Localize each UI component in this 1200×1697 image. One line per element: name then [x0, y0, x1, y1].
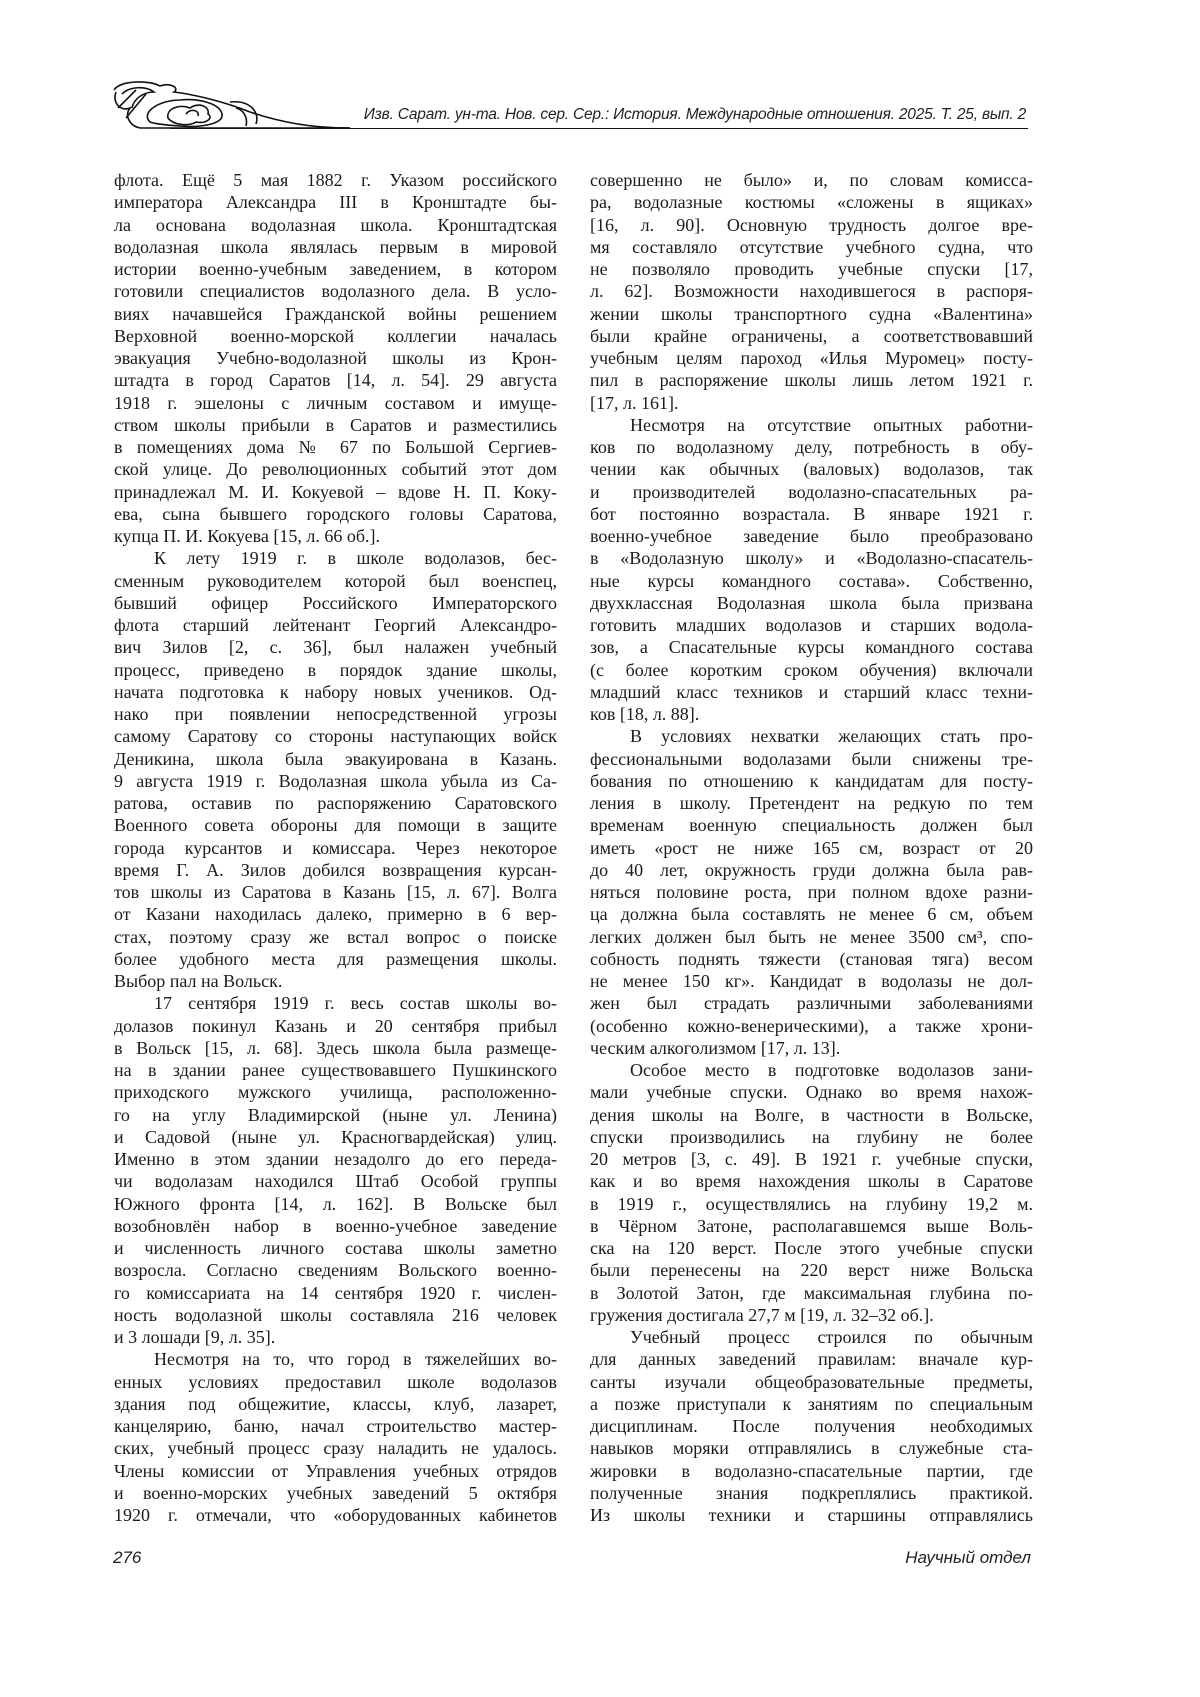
text-line: младший класс техников и старший класс техни- — [590, 681, 1033, 703]
text-line: и 3 лошади [9, л. 35]. — [114, 1326, 557, 1348]
text-line: виях начавшейся Гражданской войны решением — [114, 303, 557, 325]
text-line: и Садовой (ныне ул. Красногвардейская) улиц. — [114, 1126, 557, 1148]
text-line: время Г. А. Зилов добился возвращения курсан- — [114, 859, 557, 881]
text-line: К лету 1919 г. в школе водолазов, бес- — [114, 547, 557, 569]
text-line: ских, учебный процесс сразу наладить не удалось. — [114, 1437, 557, 1459]
running-header — [110, 78, 1028, 132]
text-line: не позволяло проводить учебные спуски [17, — [590, 258, 1033, 280]
header-rule — [170, 128, 1028, 129]
text-line: 20 метров [3, с. 49]. В 1921 г. учебные спуски, — [590, 1148, 1033, 1170]
text-line: жен был страдать различными заболеваниями — [590, 992, 1033, 1014]
text-line: для данных заведений правилам: вначале кур- — [590, 1348, 1033, 1370]
text-line: 1918 г. эшелоны с личным составом и имуще- — [114, 392, 557, 414]
text-line: [16, л. 90]. Основную трудность долгое вре- — [590, 214, 1033, 236]
text-line: [17, л. 161]. — [590, 392, 1033, 414]
text-line: навыков моряки отправлялись в служебные ста- — [590, 1437, 1033, 1459]
text-line: Верховной военно-морской коллегии началась — [114, 325, 557, 347]
text-line: учебным целям пароход «Илья Муромец» посту- — [590, 347, 1033, 369]
text-line: иметь «рост не ниже 165 см, возраст от 20 — [590, 837, 1033, 859]
paragraph — [114, 169, 557, 547]
text-line: и военно-морских учебных заведений 5 октября — [114, 1482, 557, 1504]
text-line: начата подготовка к набору новых учеников. Од- — [114, 681, 557, 703]
text-line: Особое место в подготовке водолазов зани- — [590, 1059, 1033, 1081]
text-line: полученные знания подкреплялись практикой. — [590, 1482, 1033, 1504]
text-line: ска на 120 верст. После этого учебные спуски — [590, 1237, 1033, 1259]
text-line: няться половине роста, при полном вдохе разни- — [590, 881, 1033, 903]
text-line: до 40 лет, окружность груди должна была рав- — [590, 859, 1033, 881]
text-line: истории военно-учебным заведением, в котором — [114, 258, 557, 280]
text-line: ратова, оставив по распоряжению Саратовского — [114, 792, 557, 814]
text-line: спуски производились на глубину не более — [590, 1126, 1033, 1148]
text-line: флота. Ещё 5 мая 1882 г. Указом российского — [114, 169, 557, 191]
text-line: жировки в водолазно-спасательные партии, где — [590, 1460, 1033, 1482]
text-line: мали учебные спуски. Однако во время нахож- — [590, 1081, 1033, 1103]
text-line: л. 62]. Возможности находившегося в распоря- — [590, 280, 1033, 302]
text-line: возобновлён набор в военно-учебное заведение — [114, 1215, 557, 1237]
text-line: ления в школу. Претендент на редкую по тем — [590, 792, 1033, 814]
text-line: в Вольск [15, л. 68]. Здесь школа была размеще- — [114, 1037, 557, 1059]
text-line: как и во время нахождения школы в Саратове — [590, 1170, 1033, 1192]
text-line: в Чёрном Затоне, располагавшемся выше Воль- — [590, 1215, 1033, 1237]
paragraph — [114, 547, 557, 992]
text-line: Из школы техники и старшины отправлялись — [590, 1504, 1033, 1526]
text-line: купца П. И. Кокуева [15, л. 66 об.]. — [114, 525, 557, 547]
text-line: ева, сына бывшего городского головы Саратова, — [114, 503, 557, 525]
text-line: флота старший лейтенант Георгий Александро- — [114, 614, 557, 636]
text-line: ской улице. До революционных событий этот дом — [114, 458, 557, 480]
text-line: жении школы транспортного судна «Валентина» — [590, 303, 1033, 325]
text-line: в помещениях дома № 67 по Большой Сергиев- — [114, 436, 557, 458]
paragraph — [590, 169, 1033, 414]
text-line: пил в распоряжение школы лишь летом 1921 г. — [590, 369, 1033, 391]
text-line: Деникина, школа была эвакуирована в Казань. — [114, 748, 557, 770]
text-line: временам военную специальность должен был — [590, 814, 1033, 836]
text-line: Военного совета обороны для помощи в защите — [114, 814, 557, 836]
text-line: процесс, приведено в порядок здание школы, — [114, 659, 557, 681]
text-line: ность водолазной школы составляла 216 человек — [114, 1304, 557, 1326]
text-line: ческим алкоголизмом [17, л. 13]. — [590, 1037, 1033, 1059]
text-line: 1920 г. отмечали, что «оборудованных кабинетов — [114, 1504, 557, 1526]
text-line: енных условиях предоставил школе водолазов — [114, 1371, 557, 1393]
text-line: Учебный процесс строился по обычным — [590, 1326, 1033, 1348]
text-line: дисциплинам. После получения необходимых — [590, 1415, 1033, 1437]
text-line: города курсантов и комиссара. Через некоторое — [114, 837, 557, 859]
text-line: совершенно не было» и, по словам комисса- — [590, 169, 1033, 191]
text-line: Выбор пал на Вольск. — [114, 970, 557, 992]
text-line: готовить младших водолазов и старших водола- — [590, 614, 1033, 636]
text-line: были перенесены на 220 верст ниже Вольска — [590, 1259, 1033, 1281]
text-line: от Казани находилась далеко, примерно в 6 вер- — [114, 903, 557, 925]
text-line: на в здании ранее существовавшего Пушкинского — [114, 1059, 557, 1081]
paragraph — [590, 1059, 1033, 1326]
paragraph — [590, 1326, 1033, 1526]
paragraph — [114, 992, 557, 1348]
text-line: 9 августа 1919 г. Водолазная школа убыла из Са- — [114, 770, 557, 792]
text-line: нако при появлении непосредственной угрозы — [114, 703, 557, 725]
text-line: ков по водолазному делу, потребность в обу- — [590, 436, 1033, 458]
text-line: гружения достигала 27,7 м [19, л. 32–32 об.]. — [590, 1304, 1033, 1326]
text-line: в Золотой Затон, где максимальная глубина по- — [590, 1282, 1033, 1304]
text-line: самому Саратову со стороны наступающих войск — [114, 725, 557, 747]
text-line: готовили специалистов водолазного дела. В усло- — [114, 280, 557, 302]
text-line: легких должен был быть не менее 3500 см³, спо- — [590, 926, 1033, 948]
text-line: бывший офицер Российского Императорского — [114, 592, 557, 614]
paragraph — [590, 725, 1033, 1059]
text-line: двухклассная Водолазная школа была призвана — [590, 592, 1033, 614]
text-line: (с более коротким сроком обучения) включали — [590, 659, 1033, 681]
text-line: Именно в этом здании незадолго до его переда- — [114, 1148, 557, 1170]
ornament-logo-icon — [110, 78, 350, 132]
text-line: принадлежал М. И. Кокуевой – вдове Н. П. Коку- — [114, 481, 557, 503]
text-line: императора Александра III в Кронштадте бы- — [114, 191, 557, 213]
text-line: Южного фронта [14, л. 162]. В Вольске был — [114, 1193, 557, 1215]
text-line: в «Водолазную школу» и «Водолазно-спасатель- — [590, 547, 1033, 569]
text-line: в 1919 г., осуществлялись на глубину 19,2 м. — [590, 1193, 1033, 1215]
text-line: зов, а Спасательные курсы командного состава — [590, 636, 1033, 658]
paragraph — [114, 1348, 557, 1526]
text-line: мя составляло отсутствие учебного судна, что — [590, 236, 1033, 258]
text-line: бования по отношению к кандидатам для посту- — [590, 770, 1033, 792]
text-line: ством школы прибыли в Саратов и разместились — [114, 414, 557, 436]
text-line: тов школы из Саратова в Казань [15, л. 67]. Волга — [114, 881, 557, 903]
text-line: вич Зилов [2, с. 36], был налажен учебный — [114, 636, 557, 658]
text-column-left — [114, 169, 557, 1526]
text-line: военно-учебное заведение было преобразовано — [590, 525, 1033, 547]
section-name: Научный отдел — [905, 1548, 1031, 1568]
text-line: Несмотря на то, что город в тяжелейших во- — [114, 1348, 557, 1370]
text-line: В условиях нехватки желающих стать про- — [590, 725, 1033, 747]
text-line: чи водолазам находился Штаб Особой группы — [114, 1170, 557, 1192]
text-line: ца должна была составлять не менее 6 см, объем — [590, 903, 1033, 925]
text-line: бот постоянно возрастала. В январе 1921 г. — [590, 503, 1033, 525]
text-line: возросла. Согласно сведениям Вольского военно- — [114, 1259, 557, 1281]
text-line: более удобного места для размещения школы. — [114, 948, 557, 970]
text-line: не менее 150 кг». Кандидат в водолазы не дол- — [590, 970, 1033, 992]
text-line: долазов покинул Казань и 20 сентября прибыл — [114, 1015, 557, 1037]
journal-citation: Изв. Сарат. ун-та. Нов. сер. Сер.: История. Международные отношения. 2025. Т. 25, вып. 2 — [364, 106, 1026, 124]
text-line: и производителей водолазно-спасательных ра- — [590, 481, 1033, 503]
text-line: го комиссариата на 14 сентября 1920 г. числен- — [114, 1282, 557, 1304]
text-line: го на углу Владимирской (ныне ул. Ленина) — [114, 1104, 557, 1126]
text-line: ра, водолазные костюмы «сложены в ящиках» — [590, 191, 1033, 213]
text-line: были крайне ограничены, а соответствовавший — [590, 325, 1033, 347]
text-line: чении как обычных (валовых) водолазов, так — [590, 458, 1033, 480]
text-line: штадта в город Саратов [14, л. 54]. 29 августа — [114, 369, 557, 391]
text-line: ные курсы командного состава». Собственно, — [590, 570, 1033, 592]
text-column-right — [590, 169, 1033, 1526]
text-line: водолазная школа являлась первым в мировой — [114, 236, 557, 258]
text-line: стах, поэтому сразу же встал вопрос о поиске — [114, 926, 557, 948]
text-line: ла основана водолазная школа. Кронштадтская — [114, 214, 557, 236]
text-line: 17 сентября 1919 г. весь состав школы во- — [114, 992, 557, 1014]
text-line: эвакуация Учебно-водолазной школы из Крон- — [114, 347, 557, 369]
text-line: Несмотря на отсутствие опытных работни- — [590, 414, 1033, 436]
text-line: приходского мужского училища, расположенно- — [114, 1081, 557, 1103]
text-line: санты изучали общеобразовательные предметы, — [590, 1371, 1033, 1393]
page-number: 276 — [113, 1548, 141, 1568]
paragraph — [590, 414, 1033, 726]
text-line: здания под общежитие, классы, клуб, лазарет, — [114, 1393, 557, 1415]
text-line: канцелярию, баню, начал строительство мастер- — [114, 1415, 557, 1437]
text-line: сменным руководителем которой был военспец, — [114, 570, 557, 592]
text-line: а позже приступали к занятиям по специальным — [590, 1393, 1033, 1415]
text-line: Члены комиссии от Управления учебных отрядов — [114, 1460, 557, 1482]
text-line: (особенно кожно-венерическими), а также хрони- — [590, 1015, 1033, 1037]
text-line: ков [18, л. 88]. — [590, 703, 1033, 725]
text-line: и численность личного состава школы заметно — [114, 1237, 557, 1259]
text-line: дения школы на Волге, в частности в Вольске, — [590, 1104, 1033, 1126]
text-line: собность поднять тяжести (становая тяга) весом — [590, 948, 1033, 970]
text-line: фессиональными водолазами были снижены тре- — [590, 748, 1033, 770]
